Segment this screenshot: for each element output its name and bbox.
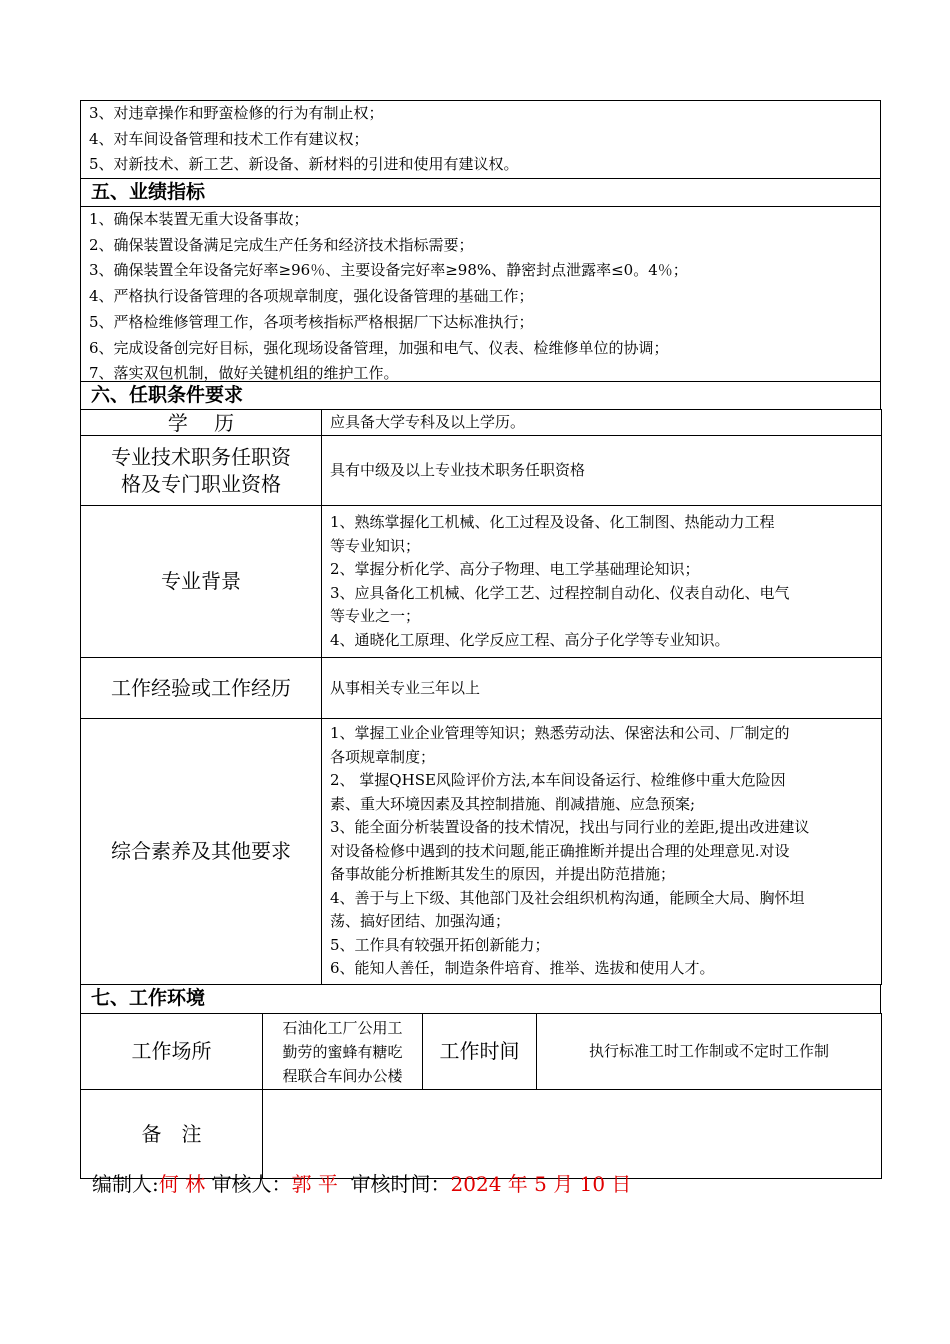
other-line: 2、 掌握QHSE风险评价方法,本车间设备运行、检维修中重大危险因 (330, 771, 786, 790)
signature-line (92, 1170, 631, 1198)
job-description-page (80, 100, 881, 1179)
compiler-label: 编制人: (92, 1172, 159, 1196)
background-line: 2、掌握分析化学、高分子物理、电工学基础理论知识； (330, 560, 700, 578)
background-line: 等专业知识； (330, 536, 421, 555)
other-line: 3、能全面分析装置设备的技术情况，找出与同行业的差距,提出改进建议 (330, 818, 810, 837)
rights-item: 5、对新技术、新工艺、新设备、新材料的引进和使用有建议权。 (89, 155, 519, 174)
other-line: 荡、搞好团结、加强沟通； (330, 912, 511, 931)
experience-value: 从事相关专业三年以上 (322, 658, 882, 719)
table-row (81, 719, 882, 985)
reviewer-name: 郭 平 (291, 1172, 338, 1196)
other-line: 对设备检修中遇到的技术问题,能正确推断并提出合理的处理意见.对设 (330, 841, 790, 860)
table-row (81, 410, 882, 436)
other-requirements-label: 综合素养及其他要求 (81, 719, 322, 985)
qualification-label-line: 专业技术职务任职资 (111, 444, 291, 469)
section-title-performance: 五、业绩指标 (80, 178, 881, 206)
background-line: 3、应具备化工机械、化学工艺、过程控制自动化、仪表自动化、电气 (330, 583, 790, 602)
requirements-table (80, 409, 882, 985)
remark-label: 备 注 (81, 1090, 263, 1179)
background-line: 4、通晓化工原理、化学反应工程、高分子化学等专业知识。 (330, 630, 730, 649)
worktime-value: 执行标准工时工作制或不定时工作制 (537, 1014, 882, 1090)
compiler-name: 何 林 (158, 1172, 206, 1196)
rights-item: 3、对违章操作和野蛮检修的行为有制止权； (89, 104, 384, 122)
review-date-value: 2024 年 5 月 10 日 (450, 1172, 632, 1196)
workplace-line: 程联合车间办公楼 (282, 1066, 403, 1085)
background-value (322, 506, 882, 658)
other-line: 1、掌握工业企业管理等知识；熟悉劳动法、保密法和公司、厂制定的 (330, 724, 790, 743)
worktime-label: 工作时间 (423, 1014, 537, 1090)
performance-item: 3、确保装置全年设备完好率≥96％、主要设备完好率≥98%、静密封点泄露率≤0。4％； (89, 261, 688, 280)
workplace-line: 勤劳的蜜蜂有糖吃 (282, 1042, 403, 1061)
performance-item: 4、严格执行设备管理的各项规章制度，强化设备管理的基础工作； (89, 287, 534, 306)
rights-list (80, 100, 881, 178)
section-title-environment: 七、工作环境 (80, 985, 881, 1013)
other-line: 6、能知人善任，制造条件培育、推举、选拔和使用人才。 (330, 959, 715, 978)
review-date-label: 审核时间： (337, 1172, 451, 1196)
table-row (81, 1090, 882, 1179)
performance-item: 2、确保装置设备满足完成生产任务和经济技术指标需要； (89, 235, 474, 254)
table-row (81, 506, 882, 658)
qualification-value: 具有中级及以上专业技术职务任职资格 (322, 436, 882, 506)
reviewer-label: 审核人： (205, 1172, 292, 1196)
education-label: 学 历 (81, 410, 322, 436)
other-line: 素、重大环境因素及其控制措施、削减措施、应急预案; (330, 794, 696, 813)
performance-item: 5、严格检维修管理工作，各项考核指标严格根据厂下达标准执行； (89, 312, 534, 331)
experience-label: 工作经验或工作经历 (81, 658, 322, 719)
other-line: 备事故能分析推断其发生的原因，并提出防范措施； (330, 865, 676, 884)
table-row (81, 1014, 882, 1090)
workplace-label: 工作场所 (81, 1014, 263, 1090)
remark-value (263, 1090, 882, 1179)
other-requirements-value (322, 719, 882, 985)
table-row (81, 658, 882, 719)
qualification-label (81, 436, 322, 506)
performance-item: 1、确保本装置无重大设备事故； (89, 210, 309, 228)
background-label: 专业背景 (81, 506, 322, 658)
performance-item: 7、落实双包机制，做好关键机组的维护工作。 (89, 364, 399, 383)
other-line: 5、工作具有较强开拓创新能力； (330, 935, 550, 954)
other-line: 各项规章制度； (330, 747, 436, 766)
performance-list (80, 206, 881, 381)
section-title-requirements: 六、任职条件要求 (80, 381, 881, 409)
other-line: 4、善于与上下级、其他部门及社会组织机构沟通，能顾全大局、胸怀坦 (330, 888, 805, 907)
table-row (81, 436, 882, 506)
qualification-label-line: 格及专门职业资格 (121, 471, 281, 496)
environment-table (80, 1013, 882, 1179)
background-line: 等专业之一； (330, 607, 421, 625)
workplace-line: 石油化工厂公用工 (282, 1018, 403, 1037)
education-value: 应具备大学专科及以上学历。 (322, 410, 882, 436)
rights-item: 4、对车间设备管理和技术工作有建议权； (89, 129, 369, 148)
background-line: 1、熟练掌握化工机械、化工过程及设备、化工制图、热能动力工程 (330, 513, 775, 531)
workplace-value (263, 1014, 423, 1090)
performance-item: 6、完成设备创完好目标，强化现场设备管理，加强和电气、仪表、检维修单位的协调； (89, 338, 669, 357)
